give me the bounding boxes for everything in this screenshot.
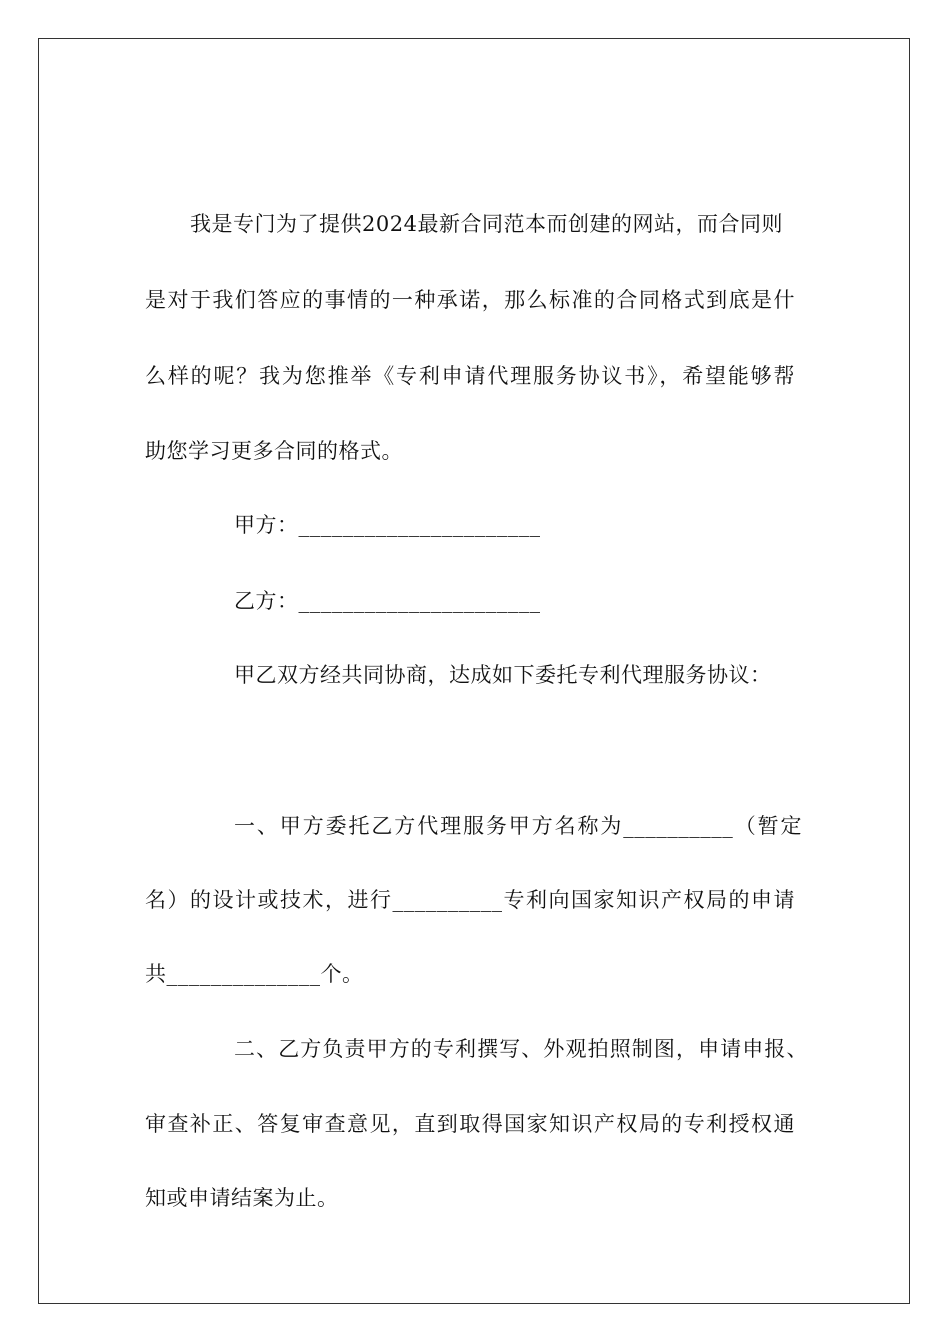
clause2-line-2: 审查补正、答复审查意见，直到取得国家知识产权局的专利授权通: [145, 1112, 795, 1136]
clause2-line-1: 二、乙方负责甲方的专利撰写、外观拍照制图，申请申报、: [234, 1037, 808, 1061]
clause1-line-3: 共______________个。: [145, 962, 364, 986]
clause2-line-3: 知或申请结案为止。: [145, 1186, 339, 1210]
intro-line-1: 我是专门为了提供2024最新合同范本而创建的网站，而合同则: [190, 212, 783, 236]
clause1-line-1: 一、甲方委托乙方代理服务甲方名称为__________（暂定: [234, 814, 802, 838]
intro-line-2: 是对于我们答应的事情的一种承诺，那么标准的合同格式到底是什: [145, 288, 795, 312]
agreement-intro: 甲乙双方经共同协商，达成如下委托专利代理服务协议：: [234, 663, 772, 687]
clause1-line-2: 名）的设计或技术，进行__________专利向国家知识产权局的申请: [145, 888, 795, 912]
party-b-line: 乙方：______________________: [234, 589, 541, 613]
intro-line-4: 助您学习更多合同的格式。: [145, 439, 403, 463]
intro-line-3: 么样的呢？我为您推举《专利申请代理服务协议书》，希望能够帮: [145, 364, 795, 388]
party-a-line: 甲方：______________________: [234, 513, 541, 537]
